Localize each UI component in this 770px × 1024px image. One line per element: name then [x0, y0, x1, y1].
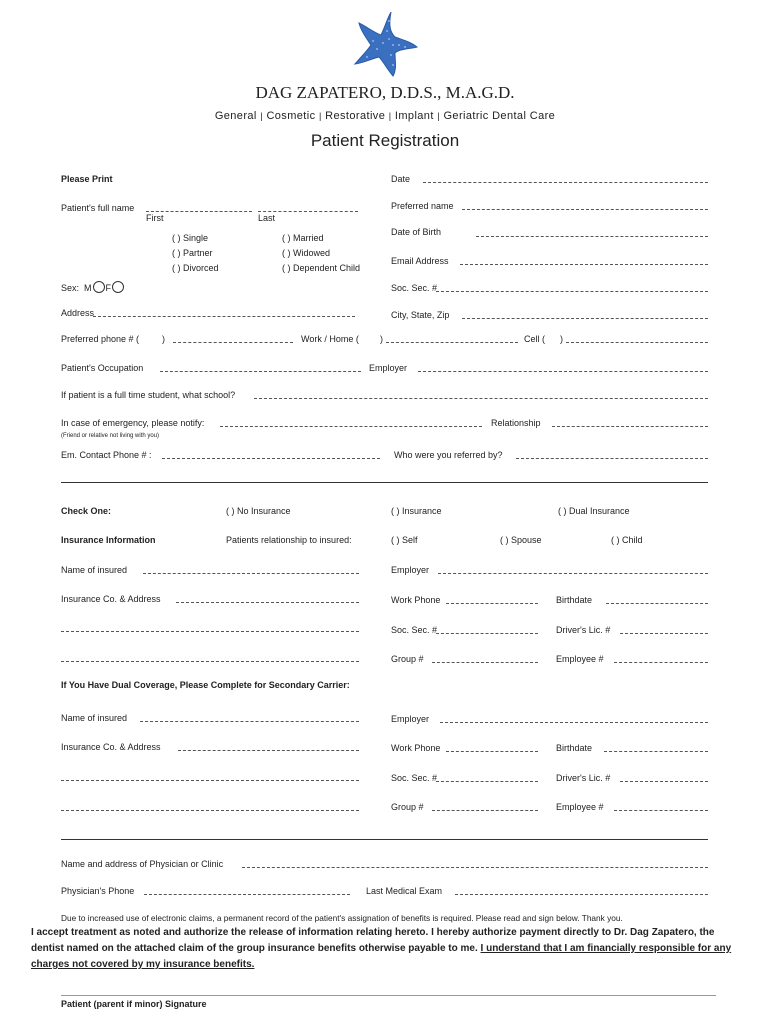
- service-sep: |: [318, 111, 322, 121]
- primary-employer-field[interactable]: [438, 573, 708, 574]
- relationship-field[interactable]: [552, 426, 708, 427]
- service-general: General: [214, 110, 257, 122]
- employer-label: Employer: [369, 363, 408, 373]
- em-phone-field[interactable]: [162, 458, 380, 459]
- dob-field[interactable]: [476, 236, 708, 237]
- secondary-ins-co-field[interactable]: [178, 750, 359, 751]
- preferred-name-field[interactable]: [462, 209, 708, 210]
- status-widowed[interactable]: ( ) Widowed: [282, 248, 331, 258]
- address-label: Address: [61, 308, 95, 318]
- secondary-birthdate-field[interactable]: [604, 751, 708, 752]
- secondary-name-insured-field[interactable]: [140, 721, 359, 722]
- practice-name: DAG ZAPATERO, D.D.S., M.A.G.D.: [255, 83, 515, 102]
- secondary-employer-label: Employer: [391, 714, 430, 724]
- last-exam-label: Last Medical Exam: [366, 886, 443, 896]
- sex-m-label: M: [84, 283, 92, 293]
- secondary-ins-co-label: Insurance Co. & Address: [61, 742, 161, 752]
- cell-label: Cell (: [524, 334, 546, 344]
- primary-group-label: Group #: [391, 654, 424, 664]
- secondary-ins-address-field[interactable]: [61, 780, 359, 781]
- primary-drivers-field[interactable]: [620, 633, 708, 634]
- dual-coverage-heading: If You Have Dual Coverage, Please Complete for Secondary Carrier:: [61, 680, 350, 690]
- employer-field[interactable]: [418, 371, 708, 372]
- status-divorced[interactable]: ( ) Divorced: [172, 263, 219, 273]
- referred-field[interactable]: [516, 458, 708, 459]
- work-home-field[interactable]: [386, 342, 518, 343]
- dob-label: Date of Birth: [391, 227, 442, 237]
- secondary-work-phone-field[interactable]: [446, 751, 538, 752]
- primary-name-insured-field[interactable]: [143, 573, 359, 574]
- physician-phone-label: Physician's Phone: [61, 886, 135, 896]
- sex-f-label: F: [105, 283, 112, 293]
- occupation-field[interactable]: [160, 371, 361, 372]
- physician-name-label: Name and address of Physician or Clinic: [61, 859, 224, 869]
- relationship-insured-label: Patients relationship to insured:: [226, 535, 352, 545]
- secondary-group-field[interactable]: [432, 810, 538, 811]
- no-insurance-option[interactable]: ( ) No Insurance: [226, 506, 291, 516]
- primary-employee-field[interactable]: [614, 662, 708, 663]
- date-label: Date: [391, 174, 411, 184]
- starfish-logo: [353, 9, 419, 79]
- last-caption: Last: [258, 213, 276, 223]
- secondary-group-label: Group #: [391, 802, 424, 812]
- pref-phone-label: Preferred phone # (: [61, 334, 140, 344]
- claims-notice: Due to increased use of electronic claims, a permanent record of the patient's assignation of benefits is required. Please read and sign below. Thank you.: [61, 913, 623, 923]
- primary-ssn-field[interactable]: [436, 633, 538, 634]
- sex-label: Sex:: [61, 283, 80, 293]
- primary-name-insured-label: Name of insured: [61, 565, 128, 575]
- section-divider: [61, 482, 708, 483]
- occupation-label: Patient's Occupation: [61, 363, 144, 373]
- signature-label: Patient (parent if minor) Signature: [61, 999, 207, 1009]
- service-geriatric: Geriatric Dental Care: [443, 110, 556, 122]
- friend-note: (Friend or relative not living with you): [61, 433, 160, 439]
- primary-ins-co-label: Insurance Co. & Address: [61, 594, 161, 604]
- primary-employer-label: Employer: [391, 565, 430, 575]
- pref-phone-field[interactable]: [173, 342, 293, 343]
- cell-paren: ): [560, 334, 563, 344]
- emergency-field[interactable]: [220, 426, 482, 427]
- physician-name-field[interactable]: [242, 867, 708, 868]
- physician-phone-field[interactable]: [144, 894, 350, 895]
- secondary-drivers-label: Driver's Lic. #: [556, 773, 611, 783]
- last-name-field[interactable]: [258, 211, 358, 212]
- primary-group-field[interactable]: [432, 662, 538, 663]
- secondary-employer-field[interactable]: [440, 722, 708, 723]
- em-phone-label: Em. Contact Phone # :: [61, 450, 152, 460]
- date-field[interactable]: [423, 182, 708, 183]
- secondary-ssn-field[interactable]: [436, 781, 538, 782]
- please-print-label: Please Print: [61, 174, 113, 184]
- address-field[interactable]: [93, 316, 355, 317]
- preferred-name-label: Preferred name: [391, 201, 454, 211]
- work-home-paren: ): [380, 334, 383, 344]
- signature-field[interactable]: [61, 995, 716, 996]
- consent-text: I accept treatment as noted and authorize the release of information relating hereto. I hereby authorize payment directly to Dr. Dag Zapatero, the dentist named on the attached claim of the group insurance benefits otherwise payable to me.: [31, 927, 715, 954]
- work-home-label: Work / Home (: [301, 334, 359, 344]
- primary-employee-label: Employee #: [556, 654, 604, 664]
- status-dependent[interactable]: ( ) Dependent Child: [282, 263, 361, 273]
- referred-label: Who were you referred by?: [394, 450, 503, 460]
- status-married[interactable]: ( ) Married: [282, 233, 324, 243]
- insurance-info-label: Insurance Information: [61, 535, 156, 545]
- emergency-label: In case of emergency, please notify:: [61, 418, 205, 428]
- secondary-work-phone-label: Work Phone: [391, 743, 441, 753]
- student-field[interactable]: [254, 398, 708, 399]
- status-single[interactable]: ( ) Single: [172, 233, 209, 243]
- primary-drivers-label: Driver's Lic. #: [556, 625, 611, 635]
- primary-ssn-label: Soc. Sec. #: [391, 625, 438, 635]
- student-label: If patient is a full time student, what school?: [61, 390, 236, 400]
- primary-work-phone-field[interactable]: [446, 603, 538, 604]
- secondary-birthdate-label: Birthdate: [556, 743, 593, 753]
- secondary-employee-field[interactable]: [614, 810, 708, 811]
- city-label: City, State, Zip: [391, 310, 450, 320]
- rel-self-option[interactable]: ( ) Self: [391, 535, 418, 545]
- status-partner[interactable]: ( ) Partner: [172, 248, 213, 258]
- service-implant: Implant: [394, 110, 434, 122]
- insurance-option[interactable]: ( ) Insurance: [391, 506, 442, 516]
- service-restorative: Restorative: [325, 110, 386, 122]
- pref-phone-paren: ): [162, 334, 165, 344]
- consent-statement: [31, 925, 746, 973]
- practice-services: [0, 110, 770, 122]
- dual-insurance-option[interactable]: ( ) Dual Insurance: [558, 506, 630, 516]
- sex-f-radio[interactable]: [112, 281, 124, 293]
- form-title: Patient Registration: [310, 131, 460, 150]
- section-divider: [61, 839, 708, 840]
- email-label: Email Address: [391, 256, 449, 266]
- city-field[interactable]: [462, 318, 708, 319]
- secondary-ins-address-field-2[interactable]: [61, 810, 359, 811]
- last-exam-field[interactable]: [455, 894, 708, 895]
- primary-ins-address-field-2[interactable]: [61, 661, 359, 662]
- primary-ins-address-field[interactable]: [61, 631, 359, 632]
- sex-selector: [61, 281, 125, 294]
- secondary-name-insured-label: Name of insured: [61, 713, 128, 723]
- primary-birthdate-field[interactable]: [606, 603, 708, 604]
- financial-responsibility: I understand that I am financially responsible for any charges not covered by my insurance benefits.: [31, 943, 732, 970]
- secondary-drivers-field[interactable]: [620, 781, 708, 782]
- first-name-field[interactable]: [146, 211, 252, 212]
- first-caption: First: [146, 213, 164, 223]
- sex-m-radio[interactable]: [93, 281, 105, 293]
- relationship-label: Relationship: [491, 418, 541, 428]
- ssn-label: Soc. Sec. #: [391, 283, 438, 293]
- service-cosmetic: Cosmetic: [266, 110, 316, 122]
- service-sep: |: [260, 111, 263, 121]
- full-name-label: Patient's full name: [61, 203, 135, 213]
- service-sep: |: [437, 111, 440, 121]
- email-field[interactable]: [460, 264, 708, 265]
- primary-ins-co-field[interactable]: [176, 602, 359, 603]
- primary-work-phone-label: Work Phone: [391, 595, 441, 605]
- ssn-field[interactable]: [436, 291, 708, 292]
- secondary-ssn-label: Soc. Sec. #: [391, 773, 438, 783]
- check-one-label: Check One:: [61, 506, 112, 516]
- primary-birthdate-label: Birthdate: [556, 595, 593, 605]
- secondary-employee-label: Employee #: [556, 802, 604, 812]
- rel-child-option[interactable]: ( ) Child: [611, 535, 643, 545]
- cell-field[interactable]: [566, 342, 708, 343]
- rel-spouse-option[interactable]: ( ) Spouse: [500, 535, 542, 545]
- service-sep: |: [388, 111, 392, 121]
